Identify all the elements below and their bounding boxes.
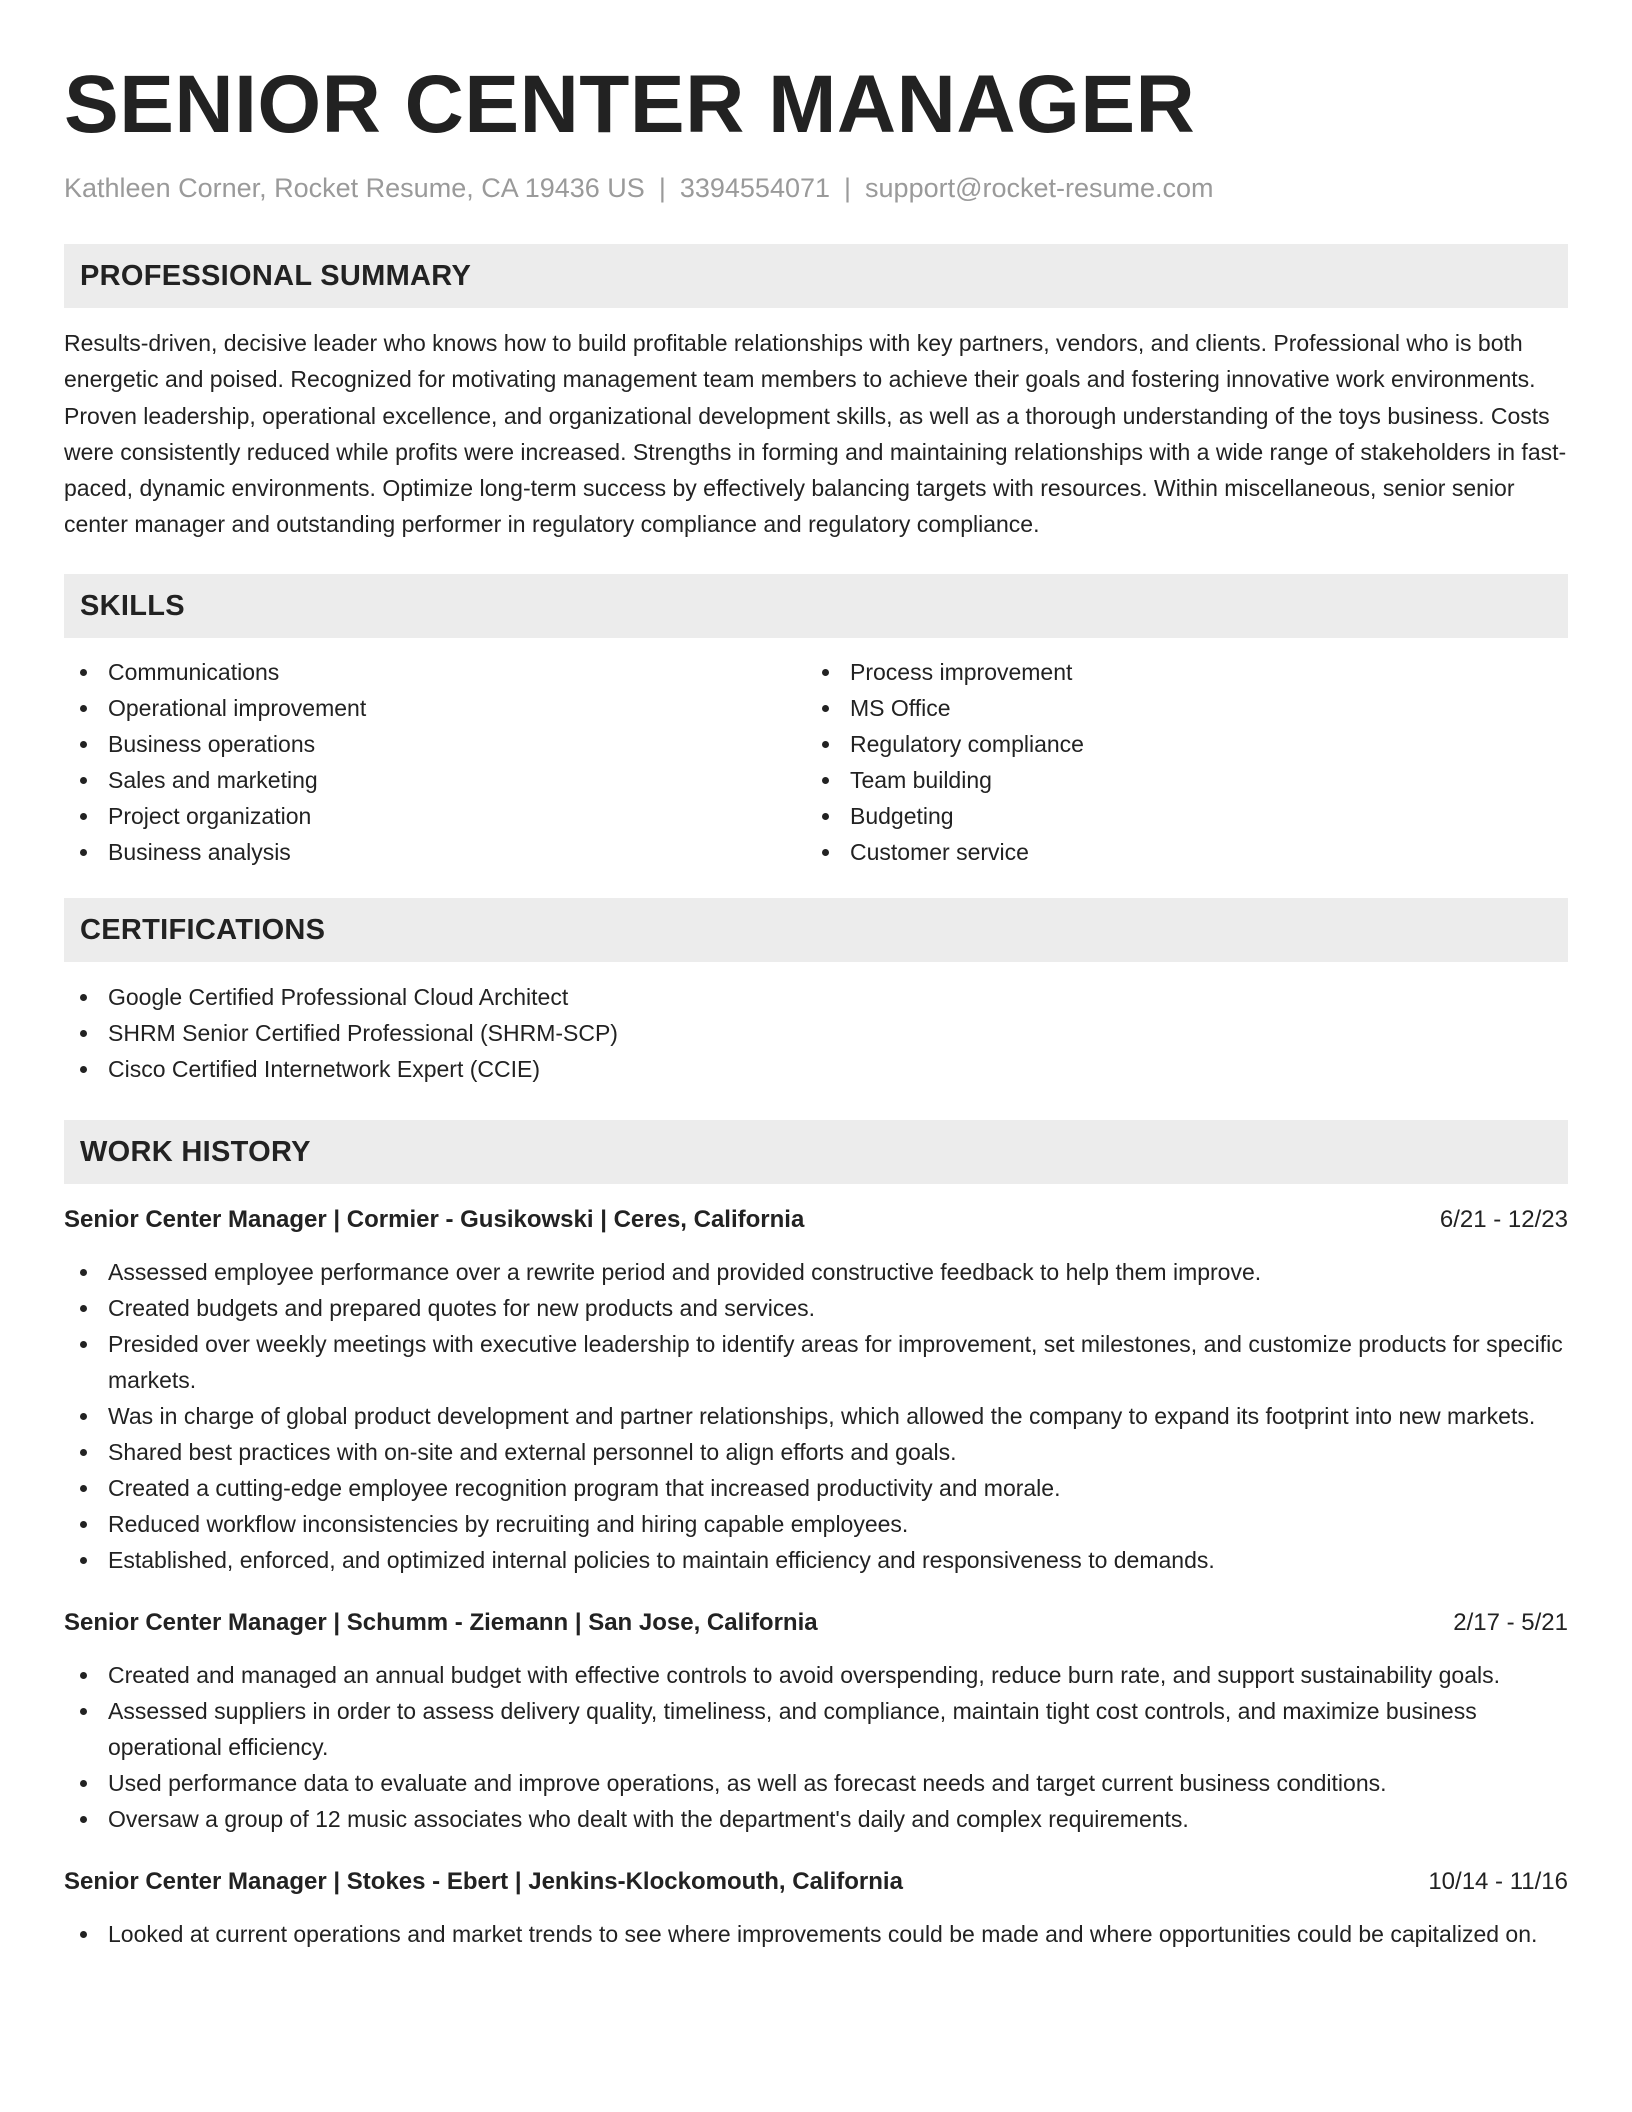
job-title: Senior Center Manager | Schumm - Ziemann | San Jose, California [64, 1608, 818, 1636]
job-bullets [64, 1916, 1568, 1952]
job-bullet: Looked at current operations and market trends to see where improvements could be made and where opportunities could be capitalized on. [64, 1916, 1568, 1952]
resume-page [64, 0, 1568, 1952]
contact-address: Kathleen Corner, Rocket Resume, CA 19436 US [64, 173, 645, 203]
skill-item: Sales and marketing [64, 762, 806, 798]
contact-email: support@rocket-resume.com [865, 173, 1214, 203]
job-bullet: Shared best practices with on-site and external personnel to align efforts and goals. [64, 1434, 1568, 1470]
skill-item: Regulatory compliance [806, 726, 1548, 762]
certification-item: Google Certified Professional Cloud Architect [64, 979, 1568, 1015]
section-header-summary: PROFESSIONAL SUMMARY [64, 244, 1568, 308]
job-bullet: Used performance data to evaluate and improve operations, as well as forecast needs and target current business conditions. [64, 1765, 1568, 1801]
skills-list [64, 654, 1568, 870]
skill-item: Budgeting [806, 798, 1548, 834]
job-header [64, 1865, 1568, 1899]
job-bullet: Assessed suppliers in order to assess delivery quality, timeliness, and compliance, maintain tight cost controls, and maximize business operational efficiency. [64, 1693, 1568, 1765]
skills-column-left [64, 654, 806, 870]
section-header-skills: SKILLS [64, 574, 1568, 638]
job-bullet: Oversaw a group of 12 music associates who dealt with the department's daily and complex requirements. [64, 1801, 1568, 1837]
certification-item: Cisco Certified Internetwork Expert (CCIE) [64, 1051, 1568, 1087]
resume-title: SENIOR CENTER MANAGER [64, 59, 1196, 150]
skill-item: Team building [806, 762, 1548, 798]
job-bullets [64, 1254, 1568, 1578]
job-title: Senior Center Manager | Stokes - Ebert | Jenkins-Klockomouth, California [64, 1867, 903, 1895]
job-header [64, 1606, 1568, 1640]
job-header [64, 1203, 1568, 1237]
contact-line [64, 170, 1568, 206]
job-bullet: Reduced workflow inconsistencies by recruiting and hiring capable employees. [64, 1506, 1568, 1542]
skill-item: Business operations [64, 726, 806, 762]
job-title: Senior Center Manager | Cormier - Gusikowski | Ceres, California [64, 1205, 805, 1233]
job-bullet: Created and managed an annual budget with effective controls to avoid overspending, reduce burn rate, and support sustainability goals. [64, 1657, 1568, 1693]
section-header-work-history: WORK HISTORY [64, 1120, 1568, 1184]
job-bullet: Assessed employee performance over a rewrite period and provided constructive feedback to help them improve. [64, 1254, 1568, 1290]
certification-item: SHRM Senior Certified Professional (SHRM-SCP) [64, 1015, 1568, 1051]
skill-item: Process improvement [806, 654, 1548, 690]
skill-item: Project organization [64, 798, 806, 834]
certifications-list [64, 979, 1568, 1087]
skills-column-right [806, 654, 1548, 870]
job-bullet: Established, enforced, and optimized internal policies to maintain efficiency and responsiveness to demands. [64, 1542, 1568, 1578]
job-bullet: Created a cutting-edge employee recognition program that increased productivity and morale. [64, 1470, 1568, 1506]
job-dates: 6/21 - 12/23 [1439, 1205, 1568, 1233]
skill-item: Operational improvement [64, 690, 806, 726]
job-bullet: Created budgets and prepared quotes for new products and services. [64, 1290, 1568, 1326]
contact-separator: | [658, 173, 666, 203]
job-dates: 2/17 - 5/21 [1453, 1608, 1568, 1636]
skill-item: Communications [64, 654, 806, 690]
skill-item: MS Office [806, 690, 1548, 726]
contact-separator: | [844, 173, 852, 203]
job-dates: 10/14 - 11/16 [1428, 1867, 1568, 1895]
summary-text: Results-driven, decisive leader who knows how to build profitable relationships with key partners, vendors, and clients. Professional who is both energetic and poised. Recognized for motivating management team members to achieve their goals and fostering innovative work environments. Proven leadership, operational excellence, and organizational development skills, as well as a thorough understanding of the toys business. Costs were consistently reduced while profits were increased. Strengths in forming and maintaining relationships with a wide range of stakeholders in fast-paced, dynamic environments. Optimize long-term success by effectively balancing targets with resources. Within miscellaneous, senior senior center manager and outstanding performer in regulatory compliance and regulatory compliance. [64, 330, 1567, 538]
job-bullet: Was in charge of global product development and partner relationships, which allowed the company to expand its footprint into new markets. [64, 1398, 1568, 1434]
job-bullets [64, 1657, 1568, 1837]
contact-phone: 3394554071 [679, 173, 831, 203]
job-bullet: Presided over weekly meetings with executive leadership to identify areas for improvement, set milestones, and customize products for specific markets. [64, 1326, 1568, 1398]
section-header-certifications: CERTIFICATIONS [64, 898, 1568, 962]
skill-item: Business analysis [64, 834, 806, 870]
skill-item: Customer service [806, 834, 1548, 870]
